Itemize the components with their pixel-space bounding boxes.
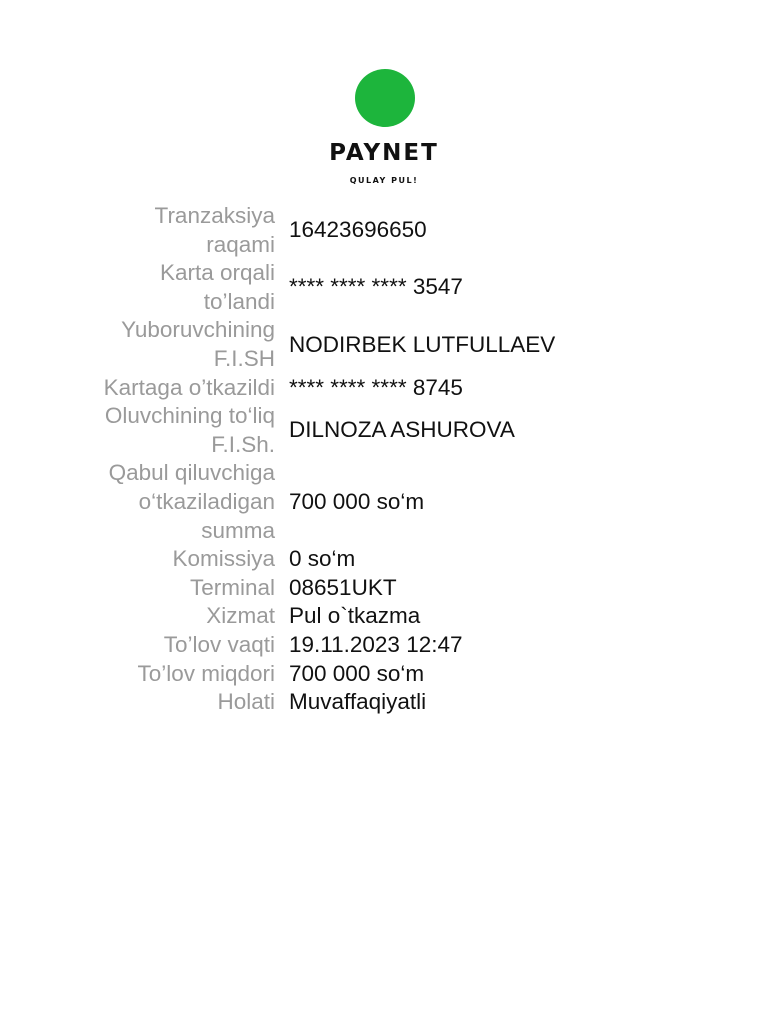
receipt-details (0, 202, 768, 717)
row-label: Yuboruvchining F.I.SH (121, 317, 275, 371)
row-commission (0, 545, 768, 574)
row-transaction-number (0, 202, 768, 259)
row-label: Karta orqali to’landi (159, 260, 275, 314)
row-payment-amount (0, 660, 768, 689)
row-recipient-card (0, 374, 768, 403)
row-label: Komissiya (172, 546, 275, 572)
row-recipient-name (0, 402, 768, 459)
row-label: Holati (217, 689, 275, 715)
row-value: 19.11.2023 12:47 (289, 631, 463, 657)
brand-tagline: QULAY PUL! (349, 176, 419, 185)
row-value: 700 000 so‘m (289, 488, 425, 514)
row-sender-name (0, 316, 768, 373)
paynet-logo (0, 0, 768, 200)
row-value: Muvaffaqiyatli (289, 689, 427, 715)
row-transfer-amount (0, 459, 768, 545)
brand-name: PAYNET (329, 140, 439, 166)
row-value: DILNOZA ASHUROVA (289, 417, 515, 443)
row-value: 0 so‘m (289, 546, 356, 572)
row-value: **** **** **** 8745 (289, 374, 463, 400)
row-service (0, 602, 768, 631)
row-label: Oluvchining to‘liq F.I.Sh. (104, 403, 275, 457)
row-value: NODIRBEK LUTFULLAEV (289, 331, 556, 357)
row-label: Xizmat (206, 603, 275, 629)
row-value: 08651UKT (289, 574, 397, 600)
row-label: Kartaga o’tkazildi (103, 374, 275, 400)
row-payment-time (0, 631, 768, 660)
row-value: Pul o`tkazma (289, 603, 421, 629)
row-label: Tranzaksiya raqami (154, 203, 275, 257)
row-terminal (0, 574, 768, 603)
row-label: Terminal (189, 574, 275, 600)
row-label: Qabul qiluvchiga o‘tkaziladigan summa (108, 460, 275, 543)
row-label: To’lov miqdori (137, 660, 275, 686)
row-value: 700 000 so‘m (289, 660, 425, 686)
row-label: To’lov vaqti (163, 631, 275, 657)
row-value: 16423696650 (289, 217, 427, 243)
row-payer-card (0, 259, 768, 316)
row-value: **** **** **** 3547 (289, 274, 463, 300)
row-status (0, 688, 768, 717)
logo-dot-icon (355, 69, 415, 127)
